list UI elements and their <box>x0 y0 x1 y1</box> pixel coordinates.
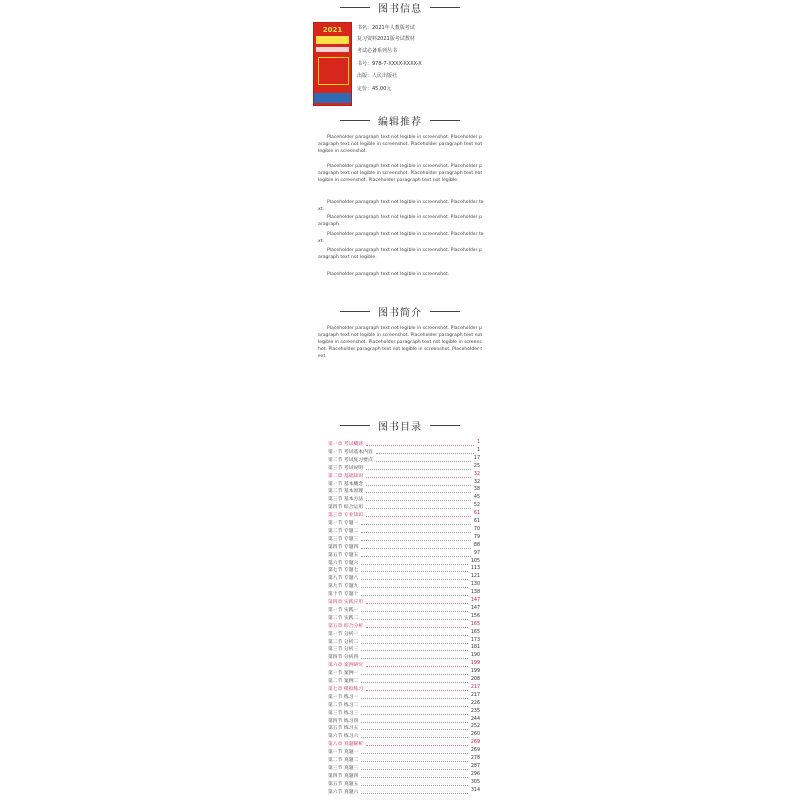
toc-leader-dots <box>361 729 468 730</box>
toc-leader-dots <box>361 611 468 612</box>
toc-section-row <box>328 574 480 582</box>
toc-section-row <box>328 630 480 638</box>
toc-leader-dots <box>361 785 468 786</box>
toc-page-number: 97 <box>473 550 480 556</box>
toc-page-number: 217 <box>470 692 480 698</box>
toc-entry-title: 第二节 练习二 <box>328 702 359 708</box>
info-line: 出版：人民出版社 <box>357 73 398 79</box>
toc-section-row <box>328 464 480 472</box>
toc-entry-title: 第二节 真题二 <box>328 758 359 763</box>
toc-leader-dots <box>361 753 468 754</box>
toc-leader-dots <box>361 650 468 651</box>
toc-section-row <box>328 487 480 495</box>
editor-paragraph: Placeholder paragraph text not legible in screenshot. Placeholder paragraph text not legible in screenshot. Placeholder paragraph text not legible in screenshot. <box>318 135 483 154</box>
toc-page-number: 269 <box>470 740 480 746</box>
toc-page-number: 199 <box>470 669 480 675</box>
toc-leader-dots <box>361 571 468 572</box>
toc-entry-title: 第三节 考试说明 <box>328 465 364 471</box>
toc-entry-title: 第五节 练习五 <box>328 726 359 732</box>
toc-page-number: 17 <box>473 455 480 461</box>
toc-leader-dots <box>366 666 468 667</box>
toc-leader-dots <box>366 690 468 691</box>
toc-entry-title: 第六节 练习六 <box>328 734 359 740</box>
toc-page-number: 305 <box>470 779 480 785</box>
toc-section-row <box>328 645 480 653</box>
toc-entry-title: 第一节 实践一 <box>328 607 359 613</box>
toc-entry-title: 第三节 真题三 <box>328 765 359 771</box>
toc-section-row <box>328 448 480 456</box>
toc-leader-dots <box>361 556 471 557</box>
toc-section-row <box>328 748 480 756</box>
toc-section-row <box>328 772 480 780</box>
toc-leader-dots <box>376 461 471 462</box>
product-detail-column <box>300 0 500 800</box>
toc-entry-title: 第三节 专题三 <box>328 536 359 542</box>
toc-leader-dots <box>361 524 471 525</box>
toc-chapter-row <box>328 622 480 630</box>
section-title: 编辑推荐 <box>378 117 422 128</box>
toc-section-row <box>328 582 480 590</box>
toc-page-number: 190 <box>470 653 480 659</box>
toc-entry-title: 第八章 真题解析 <box>328 742 364 748</box>
toc-chapter-row <box>328 740 480 748</box>
toc-page-number: 165 <box>470 629 480 635</box>
toc-leader-dots <box>361 793 468 794</box>
toc-entry-title: 第一节 案例一 <box>328 671 359 677</box>
toc-page-number: 32 <box>473 479 480 485</box>
intro-paragraph: Placeholder paragraph text not legible in screenshot. Placeholder paragraph text not legible in screenshot. Placeholder paragraph text not legible in screenshot. Placeholder paragraph text not legible in screenshot. Placeholder paragraph text not legible in screenshot. Placeholder text. <box>318 326 483 359</box>
toc-section-row <box>328 559 480 567</box>
info-line: 定价：45.00元 <box>357 86 392 92</box>
toc-page-number: 32 <box>473 471 480 477</box>
toc-entry-title: 第三章 专业知识 <box>328 513 364 519</box>
toc-entry-title: 第五章 综合分析 <box>328 623 364 629</box>
toc-leader-dots <box>366 627 468 628</box>
toc-page-number: 130 <box>470 582 480 588</box>
toc-page-number: 226 <box>470 700 480 706</box>
toc-entry-title: 第四章 实践应用 <box>328 600 364 605</box>
toc-section-row <box>328 724 480 732</box>
info-line: 书号：978-7-XXXX-XXXX-X <box>357 61 422 67</box>
toc-leader-dots <box>361 682 468 683</box>
toc-section-row <box>328 764 480 772</box>
toc-section-row <box>328 551 480 559</box>
toc-entry-title: 第一节 真题一 <box>328 750 359 756</box>
toc-leader-dots <box>366 469 471 470</box>
toc-entry-title: 第二节 基本原理 <box>328 489 364 495</box>
toc-section-row <box>328 669 480 677</box>
toc-leader-dots <box>376 453 474 454</box>
toc-entry-title: 第一节 练习一 <box>328 694 359 700</box>
section-header-book-intro <box>300 304 500 318</box>
toc-entry-title: 第四节 练习四 <box>328 718 359 724</box>
toc-page-number: 88 <box>473 542 480 548</box>
toc-entry-title: 第四节 综合运用 <box>328 505 364 511</box>
toc-page-number: 52 <box>473 503 480 509</box>
toc-section-row <box>328 638 480 646</box>
toc-page-number: 260 <box>470 732 480 738</box>
toc-section-row <box>328 527 480 535</box>
toc-entry-title: 第二节 案例二 <box>328 679 359 684</box>
toc-leader-dots <box>361 564 468 565</box>
toc-leader-dots <box>361 635 468 636</box>
toc-page-number: 287 <box>470 763 480 769</box>
toc-section-row <box>328 701 480 709</box>
toc-entry-title: 第六节 专题六 <box>328 560 359 566</box>
toc-entry-title: 第五节 真题五 <box>328 781 359 787</box>
toc-entry-title: 第一章 考试概述 <box>328 442 364 447</box>
toc-entry-title: 第二节 专题二 <box>328 528 359 534</box>
toc-leader-dots <box>361 532 471 533</box>
toc-leader-dots <box>361 587 468 588</box>
toc-page-number: 208 <box>470 677 480 682</box>
toc-entry-title: 第八节 专题八 <box>328 576 359 582</box>
toc-entry-title: 第三节 练习三 <box>328 710 359 716</box>
toc-entry-title: 第一节 基本概念 <box>328 481 364 487</box>
cover-title-band <box>316 36 349 44</box>
toc-entry-title: 第七章 模拟练习 <box>328 686 364 692</box>
toc-entry-title: 第二节 分析二 <box>328 639 359 645</box>
toc-entry-title: 第二节 实践二 <box>328 615 359 621</box>
toc-entry-title: 第一节 考试基本内容 <box>328 449 373 455</box>
toc-leader-dots <box>366 516 471 517</box>
toc-leader-dots <box>361 777 468 778</box>
toc-leader-dots <box>361 643 468 644</box>
toc-leader-dots <box>361 706 468 707</box>
toc-page-number: 269 <box>470 748 480 754</box>
toc-page-number: 147 <box>470 605 480 611</box>
toc-entry-title: 第四节 真题四 <box>328 773 359 779</box>
toc-page-number: 79 <box>473 534 480 540</box>
cover-footer-band <box>314 93 351 103</box>
toc-page-number: 165 <box>470 621 480 627</box>
info-line: 考试必备系列丛书 <box>357 48 398 54</box>
toc-entry-title: 第七节 专题七 <box>328 568 359 574</box>
toc-section-row <box>328 480 480 488</box>
toc-page-number: 1 <box>476 440 480 445</box>
toc-section-row <box>328 503 480 511</box>
toc-page-number: 1 <box>476 447 480 453</box>
section-header-book-info <box>300 0 500 14</box>
info-line: 复习资料2021版考试教材 <box>357 36 415 42</box>
toc-leader-dots <box>361 769 468 770</box>
toc-entry-title: 第九节 专题九 <box>328 584 359 590</box>
toc-chapter-row <box>328 661 480 669</box>
toc-leader-dots <box>366 445 474 446</box>
toc-section-row <box>328 709 480 717</box>
toc-page-number: 38 <box>473 487 480 493</box>
toc-section-row <box>328 732 480 740</box>
toc-section-row <box>328 543 480 551</box>
toc-page-number: 296 <box>470 771 480 777</box>
toc-section-row <box>328 756 480 764</box>
toc-chapter-row <box>328 511 480 519</box>
toc-page-number: 181 <box>470 645 480 651</box>
editor-paragraph: Placeholder paragraph text not legible in screenshot. Placeholder paragraph text not legible. <box>318 248 482 260</box>
divider <box>430 120 460 121</box>
divider <box>430 425 460 426</box>
toc-leader-dots <box>361 595 468 596</box>
section-header-toc <box>300 418 500 432</box>
cover-year: 2021 <box>322 26 343 34</box>
section-title: 图书目录 <box>378 422 422 433</box>
toc-section-row <box>328 677 480 685</box>
toc-page-number: 156 <box>470 613 480 619</box>
toc-leader-dots <box>366 477 471 478</box>
toc-entry-title: 第五节 专题五 <box>328 552 359 558</box>
divider <box>430 311 460 312</box>
toc-page-number: 70 <box>473 526 480 532</box>
toc-section-row <box>328 566 480 574</box>
toc-entry-title: 第六节 真题六 <box>328 789 359 795</box>
toc-section-row <box>328 456 480 464</box>
toc-page-number: 217 <box>470 684 480 690</box>
toc-section-row <box>328 653 480 661</box>
divider <box>430 7 460 8</box>
cover-frame <box>318 57 349 85</box>
section-title: 图书信息 <box>378 4 422 15</box>
toc-page-number: 113 <box>470 566 480 572</box>
toc-leader-dots <box>361 540 471 541</box>
toc-page-number: 173 <box>470 637 480 643</box>
cover-subtitle-band <box>316 47 349 52</box>
toc-entry-title: 第四节 专题四 <box>328 544 359 550</box>
toc-leader-dots <box>361 714 468 715</box>
toc-page-number: 121 <box>470 574 480 580</box>
toc-chapter-row <box>328 685 480 693</box>
toc-entry-title: 第四节 分析四 <box>328 655 359 661</box>
toc-section-row <box>328 614 480 622</box>
editor-paragraph: Placeholder paragraph text not legible in screenshot. Placeholder paragraph. <box>318 215 482 227</box>
editor-paragraph: Placeholder paragraph text not legible in screenshot. <box>327 272 450 277</box>
toc-leader-dots <box>366 485 471 486</box>
toc-entry-title: 第二章 基础知识 <box>328 473 364 479</box>
toc-leader-dots <box>366 500 471 501</box>
toc-page-number: 147 <box>470 598 480 603</box>
section-title: 图书简介 <box>378 308 422 319</box>
toc-entry-title: 第三节 基本方法 <box>328 497 364 503</box>
toc-leader-dots <box>361 658 468 659</box>
toc-page-number: 252 <box>470 724 480 730</box>
toc-chapter-row <box>328 472 480 480</box>
toc-leader-dots <box>366 745 468 746</box>
toc-entry-title: 第二节 考试复习要点 <box>328 457 373 463</box>
toc-page-number: 61 <box>473 519 480 524</box>
toc-leader-dots <box>361 579 468 580</box>
toc-entry-title: 第三节 分析三 <box>328 647 359 653</box>
toc-section-row <box>328 788 480 796</box>
toc-leader-dots <box>361 761 468 762</box>
toc-page-number: 278 <box>470 756 480 761</box>
toc-page-number: 314 <box>470 787 480 793</box>
toc-page-number: 45 <box>473 495 480 501</box>
toc-entry-title: 第六章 案例研究 <box>328 663 364 669</box>
toc-page-number: 199 <box>470 661 480 667</box>
toc-section-row <box>328 519 480 527</box>
toc-page-number: 105 <box>470 558 480 564</box>
toc-section-row <box>328 606 480 614</box>
toc-leader-dots <box>361 722 468 723</box>
toc-leader-dots <box>361 737 468 738</box>
toc-leader-dots <box>366 603 468 604</box>
toc-leader-dots <box>361 674 468 675</box>
toc-chapter-row <box>328 598 480 606</box>
toc-leader-dots <box>361 698 468 699</box>
toc-page-number: 138 <box>470 590 480 596</box>
toc-leader-dots <box>361 619 468 620</box>
toc-leader-dots <box>366 508 471 509</box>
toc-section-row <box>328 535 480 543</box>
toc-section-row <box>328 717 480 725</box>
toc-leader-dots <box>361 548 471 549</box>
editor-paragraph: Placeholder paragraph text not legible in screenshot. Placeholder paragraph text not legible in screenshot. Placeholder paragraph text not legible in screenshot. Placeholder paragraph text not legible. <box>318 164 483 183</box>
toc-page-number: 235 <box>470 708 480 714</box>
toc-page-number: 61 <box>473 511 480 517</box>
toc-entry-title: 第十节 专题十 <box>328 592 359 598</box>
toc-section-row <box>328 693 480 701</box>
toc-leader-dots <box>366 492 471 493</box>
info-line: 书名：2021年人教版考试 <box>357 25 415 31</box>
toc-section-row <box>328 780 480 788</box>
editor-paragraph: Placeholder paragraph text not legible in screenshot. Placeholder text. <box>318 232 484 244</box>
toc-section-row <box>328 590 480 598</box>
editor-paragraph: Placeholder paragraph text not legible in screenshot. Placeholder text. <box>318 200 484 212</box>
toc-page-number: 244 <box>470 716 480 722</box>
section-header-editor-recommendation <box>300 113 500 127</box>
toc-entry-title: 第一节 专题一 <box>328 521 359 526</box>
book-cover-image <box>313 22 352 106</box>
toc-section-row <box>328 495 480 503</box>
toc-entry-title: 第一节 分析一 <box>328 631 359 637</box>
toc-chapter-row <box>328 440 480 448</box>
toc-page-number: 25 <box>473 463 480 469</box>
